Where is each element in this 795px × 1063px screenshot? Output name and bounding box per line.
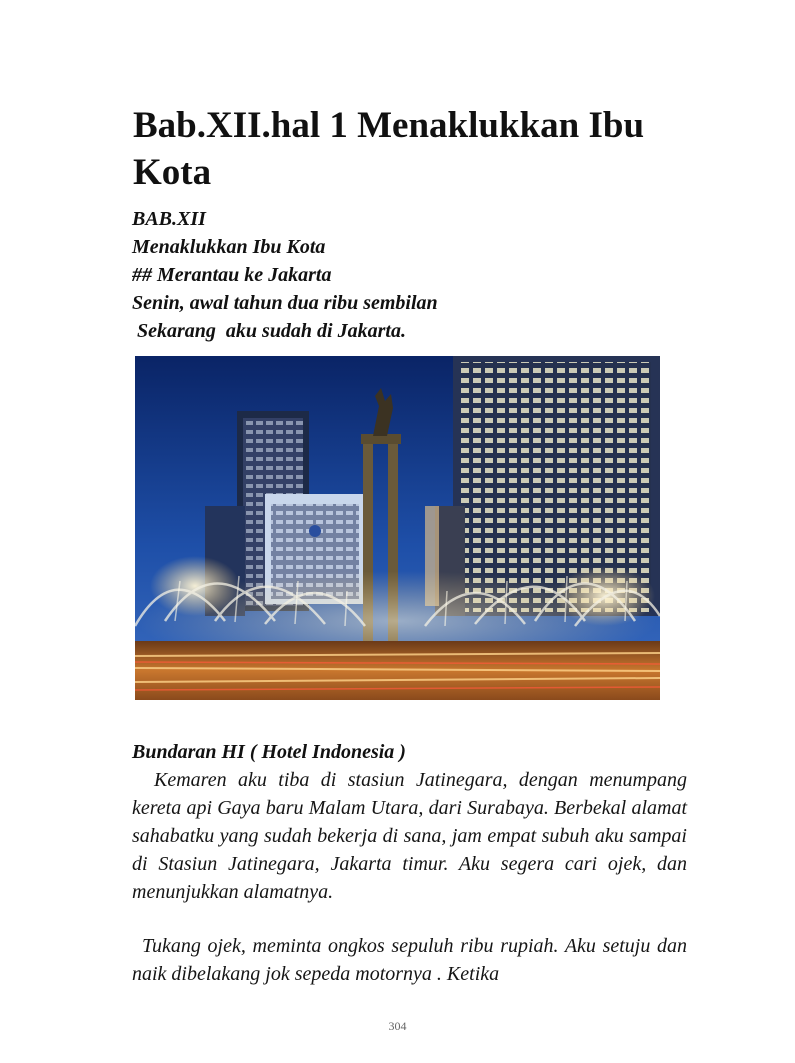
page-number: 304 xyxy=(388,1019,407,1033)
intro-line-title: Menaklukkan Ibu Kota xyxy=(132,236,326,258)
paragraph-arrival: Kemaren aku tiba di stasiun Jatinegara, dengan menumpang kereta api Gaya baru Malam Utara, dari Surabaya. Berbekal alamat sahabatku yang sudah bekerja di sana, jam empat subuh aku sampai di Stasiun Jatinegara, Jakarta timur. Aku segera cari ojek, dan menunjukkan alamatnya. xyxy=(132,769,687,903)
paragraph-ojek: Tukang ojek, meminta ongkos sepuluh ribu rupiah. Aku setuju dan naik dibelakang jok sepeda motornya . Ketika xyxy=(132,935,687,985)
chapter-intro xyxy=(132,205,692,345)
intro-line-chapter: BAB.XII xyxy=(132,208,206,230)
chapter-title: Bab.XII.hal 1 Menaklukkan Ibu Kota xyxy=(133,105,645,193)
intro-line-date: Senin, awal tahun dua ribu sembilan xyxy=(132,292,438,314)
photo-caption: Bundaran HI ( Hotel Indonesia ) xyxy=(132,741,406,763)
bundaran-hi-photo xyxy=(135,356,660,700)
intro-line-subheading: ## Merantau ke Jakarta xyxy=(132,264,332,286)
intro-line-location: Sekarang aku sudah di Jakarta. xyxy=(132,320,406,342)
